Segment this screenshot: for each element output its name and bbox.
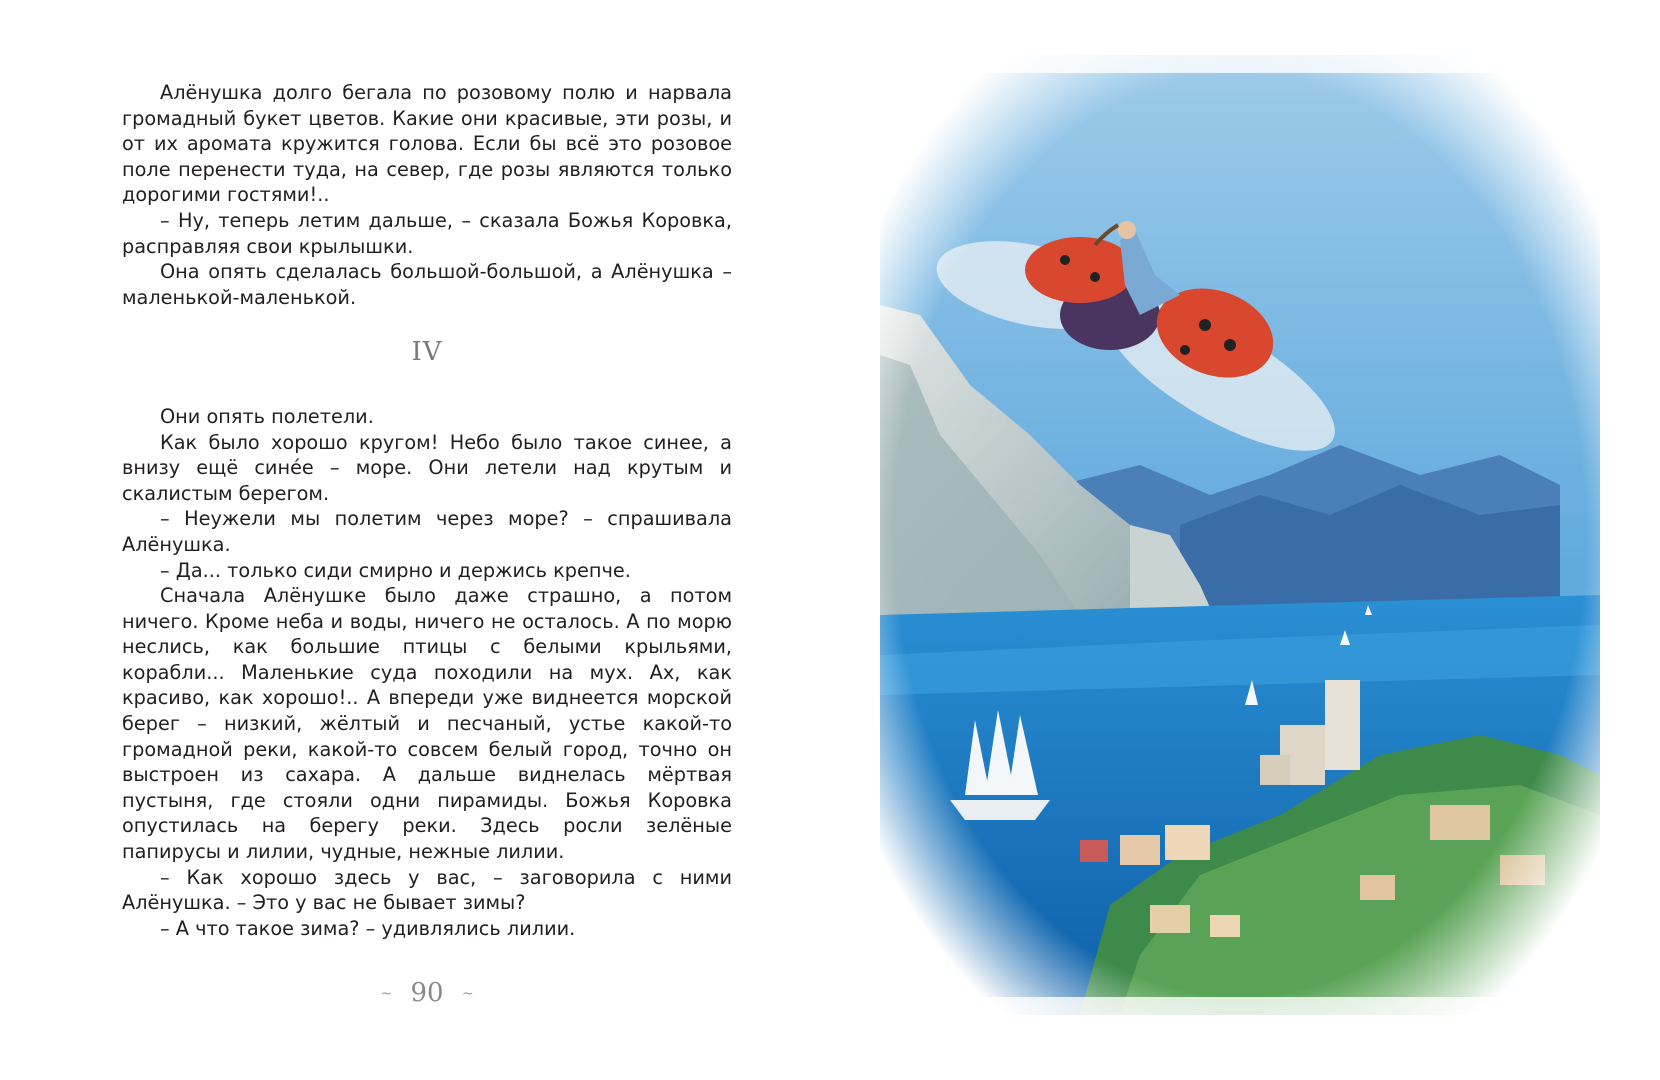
page-number: 90: [410, 978, 444, 1008]
paragraph: – Да... только сиди смирно и держись крепче.: [160, 558, 631, 582]
chapter-heading: IV: [411, 337, 443, 368]
story-text: [122, 80, 732, 941]
paragraph: – Ну, теперь летим дальше, – сказала Божья Коровка, расправляя свои крылышки.: [122, 208, 732, 258]
ladybug-flight-illustration: [880, 55, 1600, 1015]
paragraph: – А что такое зима? – удивлялись лилии.: [160, 916, 576, 940]
paragraph: Как было хорошо кругом! Небо было такое синее, а внизу ещё синée – море. Они летели над крутым и скалистым берегом.: [122, 430, 732, 505]
illustration-svg: [880, 55, 1600, 1015]
paragraph: Сначала Алёнушке было даже страшно, а потом ничего. Кроме неба и воды, ничего не осталось. А по морю неслись, как большие птицы с белыми крыльями, корабли... Маленькие суда походили на мух. Ах, как красиво, как хорошо!.. А впереди уже виднеется морской берег – низкий, жёлтый и песчаный, устье какой-то громадной реки, какой-то совсем белый город, точно он выстроен из сахара. А дальше виднелась мёртвая пустыня, где стояли одни пирамиды. Божья Коровка опустилась на берегу реки. Здесь росли зелёные папирусы и лилии, чудные, нежные лилии.: [122, 584, 732, 864]
ornament-right: ~: [461, 986, 474, 1002]
page-number-area: [0, 978, 854, 1008]
paragraph: Они опять полетели.: [160, 404, 374, 428]
paragraph: Алёнушка долго бегала по розовому полю и нарвала громадный букет цветов. Какие они красивые, эти розы, и от их аромата кружится голова. Если бы всё это розовое поле перенести туда, на север, где розы являются только дорогими гостями!..: [122, 81, 732, 207]
ornament-left: ~: [380, 986, 393, 1002]
paragraph: – Как хорошо здесь у вас, – заговорила с ними Алёнушка. – Это у вас не бывает зимы?: [122, 865, 732, 915]
paragraph: Она опять сделалась большой-большой, а Алёнушка – маленькой-маленькой.: [122, 260, 732, 309]
paragraph: – Неужели мы полетим через море? – спрашивала Алёнушка.: [122, 507, 732, 556]
